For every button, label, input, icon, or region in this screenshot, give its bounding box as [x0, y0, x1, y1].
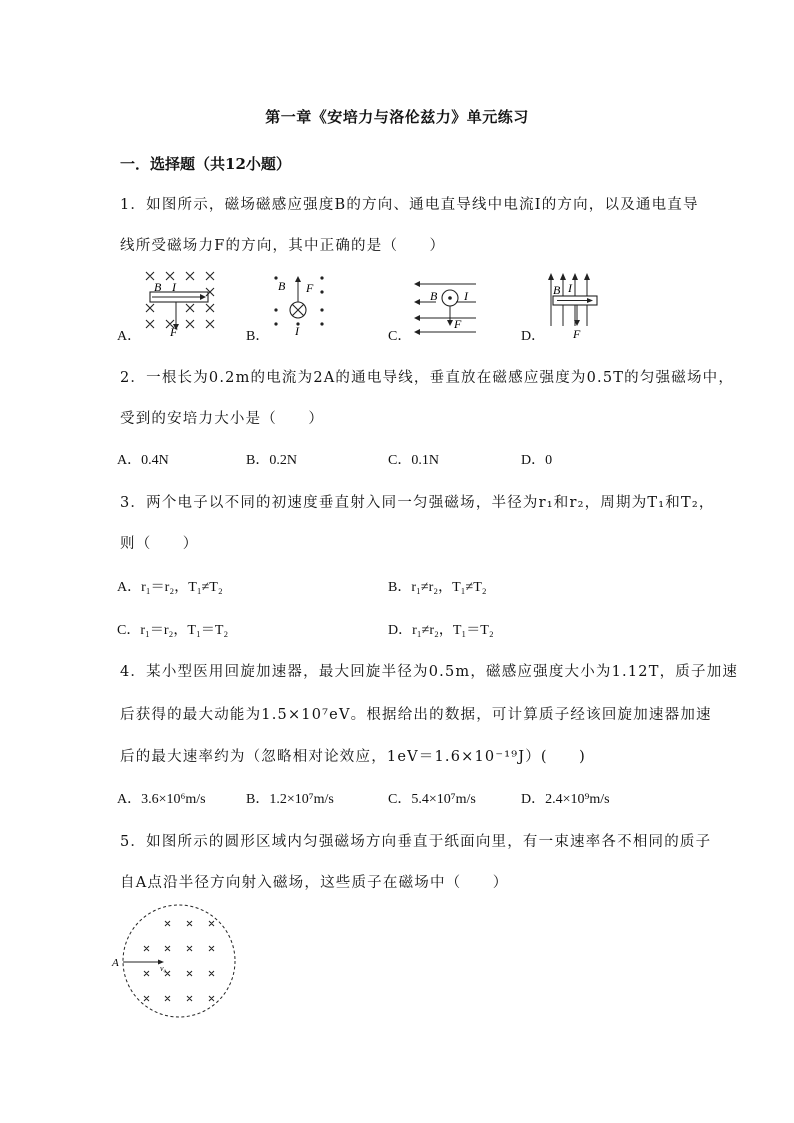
q2-stem-line2: 受到的安培力大小是（ ）: [120, 411, 325, 427]
section-heading: 一．选择题（共12小题）: [120, 155, 291, 173]
q3-stem-line2: 则（ ）: [120, 536, 199, 552]
q2-option-d: D．0: [521, 453, 553, 468]
q3-stem-line1: 3．两个电子以不同的初速度垂直射入同一匀强磁场，半径为r₁和r₂，周期为T₁和T₂，: [120, 495, 715, 511]
q1-option-a-label: A．: [117, 329, 142, 344]
q5-stem-line1: 5．如图所示的圆形区域内匀强磁场方向垂直于纸面向里，有一束速率各不相同的质子: [120, 834, 712, 850]
q1-option-d-label: D．: [521, 329, 546, 344]
q4-option-b: B．1.2×10⁷m/s: [246, 792, 334, 807]
q3-option-b: B．r₁≠r₂，T₁≠T₂: [388, 580, 487, 595]
q1c-label-i: I: [464, 289, 468, 303]
q1-figure-b: [268, 272, 338, 340]
q1c-label-f: F: [454, 317, 462, 331]
q4-stem-line1: 4．某小型医用回旋加速器，最大回旋半径为0.5m，磁感应强度大小为1.12T，质子加速: [120, 664, 739, 680]
q5-figure: [110, 902, 242, 1024]
q4-stem-line3: 后的最大速率约为（忽略相对论效应，1eV＝1.6×10⁻¹⁹J）( ): [120, 749, 587, 765]
q4-option-d: D．2.4×10⁹m/s: [521, 792, 610, 807]
q5-stem-line2: 自A点沿半径方向射入磁场，这些质子在磁场中（ ）: [120, 875, 509, 891]
q4-option-c: C．5.4×10⁷m/s: [388, 792, 476, 807]
q1-stem-line2: 线所受磁场力F的方向，其中正确的是（ ）: [120, 238, 446, 254]
q1-option-c-label: C．: [388, 329, 412, 344]
q1d-label-i: I: [568, 281, 572, 295]
q2-option-a: A．0.4N: [117, 453, 169, 468]
q3-option-a: A．r₁＝r₂，T₁≠T₂: [117, 580, 223, 595]
q5-label-a: A: [112, 957, 119, 969]
q1d-label-f: F: [573, 327, 581, 340]
page-title: 第一章《安培力与洛伦兹力》单元练习: [265, 108, 529, 126]
q2-option-c: C．0.1N: [388, 453, 439, 468]
q1a-label-i: I: [172, 280, 176, 294]
q1-stem-line1: 1．如图所示，磁场磁感应强度B的方向、通电直导线中电流I的方向，以及通电直导: [120, 197, 699, 213]
q1b-label-i: I: [295, 324, 299, 336]
q2-stem-line1: 2．一根长为0.2m的电流为2A的通电导线，垂直放在磁感应强度为0.5T的匀强磁场中，: [120, 370, 735, 386]
q1-option-b-label: B．: [246, 329, 270, 344]
q1a-label-b: B: [154, 280, 162, 294]
q1-figure-c: [410, 274, 482, 340]
q1-figure-d: [543, 268, 603, 344]
q1-figure-a: [140, 268, 220, 342]
q1a-label-f: F: [170, 325, 178, 338]
q5-label-v0: v₀: [160, 964, 167, 973]
q3-option-c: C．r₁＝r₂，T₁＝T₂: [117, 623, 229, 638]
q4-option-a: A．3.6×10⁶m/s: [117, 792, 206, 807]
q3-option-d: D．r₁≠r₂，T₁＝T₂: [388, 623, 494, 638]
q1b-label-b: B: [278, 279, 286, 293]
q2-option-b: B．0.2N: [246, 453, 297, 468]
q1d-label-b: B: [553, 283, 561, 297]
q1b-label-f: F: [306, 281, 314, 295]
q4-stem-line2: 后获得的最大动能为1.5×10⁷eV。根据给出的数据，可计算质子经该回旋加速器加速: [120, 707, 712, 723]
q1c-label-b: B: [430, 289, 438, 303]
